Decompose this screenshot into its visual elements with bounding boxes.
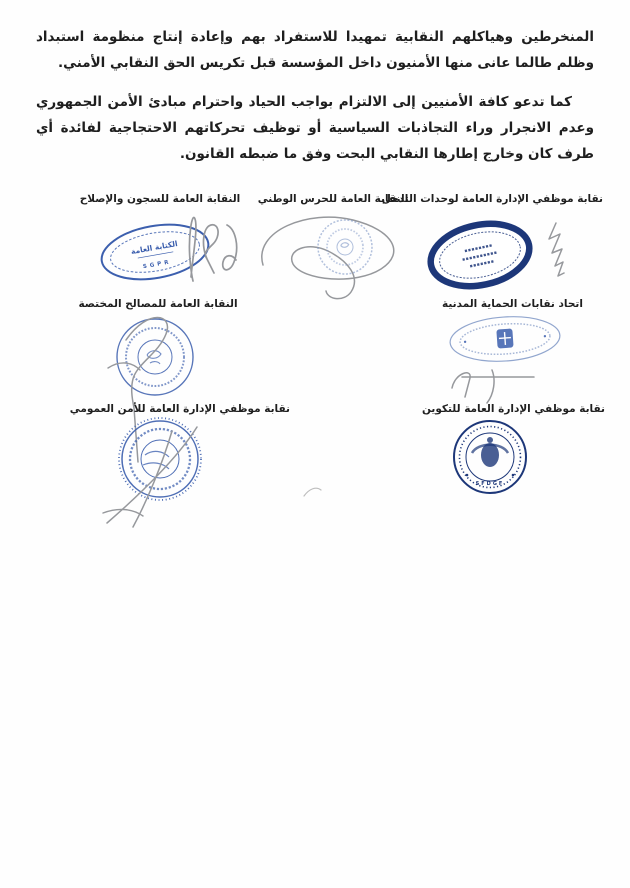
signature-civil-protection — [452, 370, 534, 403]
signatory-block-prisons-reform — [65, 192, 255, 307]
paragraph-appeal: كما تدعو كافة الأمنيين إلى الالتزام بواجب الحياد واحترام مبادئ الأمن الجمهوري وعدم الانجرار وراء التجاذبات السياسية أو توظيف تحركاتهم الاحتجاجية لفائدة أي طرف كان وخارج إطارها النقابي البحت وفق ما ضبطه القانون. — [36, 93, 594, 163]
signatory-label: نقابة موظفي الإدارة العامة للأمن العمومي — [69, 403, 290, 415]
signature-public-security — [103, 427, 197, 527]
signature-intervention-units — [549, 223, 564, 276]
stamp-center-text: الكتابة العامة — [130, 239, 179, 257]
signature-national-guard — [262, 217, 394, 299]
signatory-label: اتحاد نقابات الحماية المدنية — [442, 298, 583, 310]
signatory-label: النقابة العامة للمصالح المختصة — [78, 298, 238, 310]
signatory-block-intervention-units — [381, 192, 603, 312]
document-body — [36, 24, 594, 180]
signatory-block-training — [421, 402, 605, 517]
stamp-public-security — [75, 417, 275, 532]
signatory-block-civil-protection — [420, 297, 605, 412]
signatory-block-public-security — [69, 402, 290, 532]
stamp-training — [425, 417, 605, 517]
stamp-prisons-reform — [65, 207, 255, 307]
signatory-label: النقابة العامة للحرس الوطني — [257, 193, 409, 205]
stamp-national-guard — [248, 207, 418, 312]
signatory-block-national-guard — [248, 192, 418, 312]
stamp-civil-protection — [420, 312, 605, 412]
signature-prisons-reform — [189, 218, 236, 281]
stamp-code-text: SGPR — [142, 259, 172, 271]
paragraph-continuation: المنخرطين وهياكلهم النقابية تمهيدا للاستفراد بهم وإعادة إنتاج منظومة استبداد وظلم طالما عانى منها الأمنيون داخل المؤسسة قبل تكريس الحق النقابي الأمني. — [36, 29, 594, 72]
signatory-label: نقابة موظفي الإدارة العامة للتكوين — [421, 403, 605, 415]
training-emblem — [472, 437, 508, 467]
stray-pen-mark — [300, 484, 326, 500]
signatory-label: نقابة موظفي الإدارة العامة لوحدات التدخل — [381, 193, 603, 205]
signatory-label: النقابة العامة للسجون والإصلاح — [79, 193, 241, 205]
stamp-code-text: SFDGF — [475, 481, 505, 487]
